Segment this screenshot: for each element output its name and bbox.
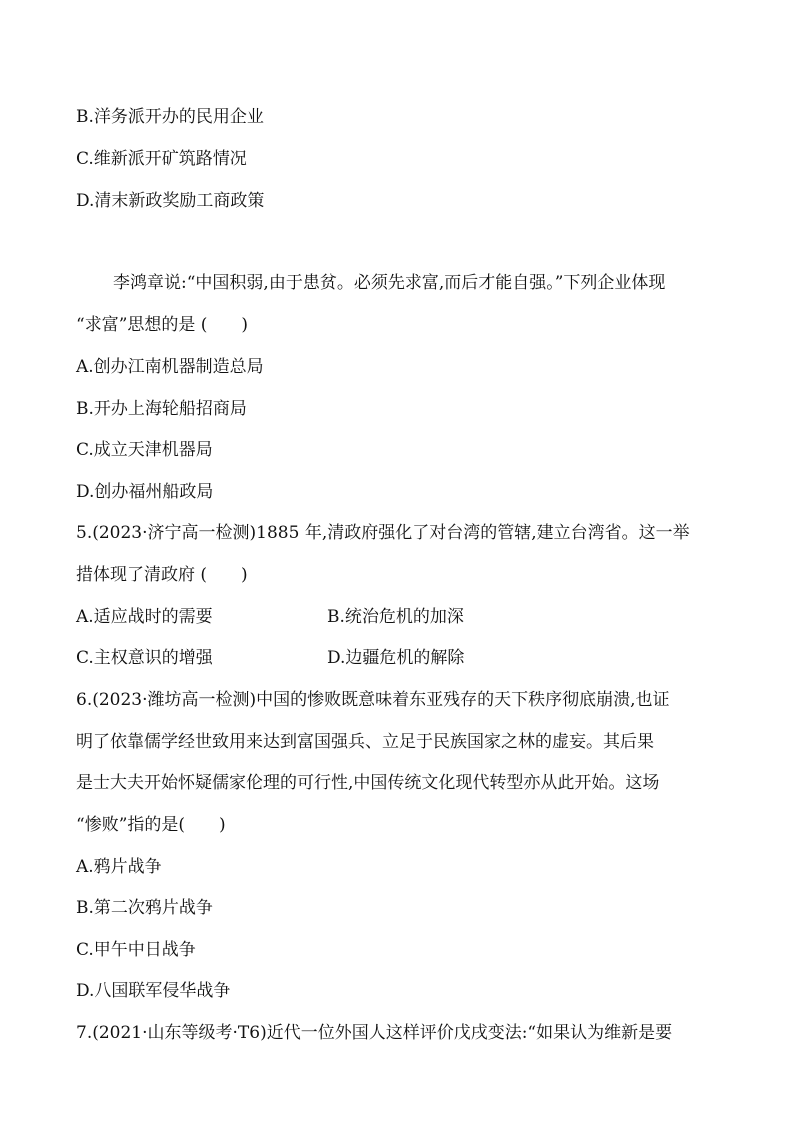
- question-6-option-b: B.第二次鸦片战争: [76, 898, 213, 918]
- question-6-stem-line-2: 明了依靠儒学经世致用来达到富国强兵、立足于民族国家之林的虚妄。其后果: [76, 732, 654, 752]
- question-7-stem-line-1: 7.(2021·山东等级考·T6)近代一位外国人这样评价戊戌变法:“如果认为维新是要: [76, 1023, 673, 1043]
- question-4-option-d: D.创办福州船政局: [76, 482, 214, 502]
- question-4-option-a: A.创办江南机器制造总局: [76, 357, 264, 377]
- prev-question-option-c: C.维新派开矿筑路情况: [76, 149, 247, 169]
- question-6-stem-line-4: “惨败”指的是( ): [76, 815, 226, 835]
- question-5-option-c: C.主权意识的增强: [76, 648, 213, 668]
- question-5-option-a: A.适应战时的需要: [76, 607, 213, 627]
- prev-question-option-b: B.洋务派开办的民用企业: [76, 107, 264, 127]
- question-5-option-d: D.边疆危机的解除: [327, 648, 465, 668]
- question-5-option-b: B.统治危机的加深: [327, 607, 464, 627]
- question-6-option-d: D.八国联军侵华战争: [76, 981, 231, 1001]
- question-6-option-c: C.甲午中日战争: [76, 940, 196, 960]
- question-4-stem-line-2: “求富”思想的是 ( ): [76, 315, 249, 335]
- question-5-stem-line-1: 5.(2023·济宁高一检测)1885 年,清政府强化了对台湾的管辖,建立台湾省。这一举: [76, 523, 690, 543]
- question-6-stem-line-3: 是士大夫开始怀疑儒家伦理的可行性,中国传统文化现代转型亦从此开始。这场: [76, 773, 660, 793]
- question-6-option-a: A.鸦片战争: [76, 857, 162, 877]
- prev-question-option-d: D.清末新政奖励工商政策: [76, 191, 265, 211]
- question-4-option-c: C.成立天津机器局: [76, 440, 213, 460]
- question-5-stem-line-2: 措体现了清政府 ( ): [76, 565, 248, 585]
- question-4-option-b: B.开办上海轮船招商局: [76, 399, 247, 419]
- question-6-stem-line-1: 6.(2023·潍坊高一检测)中国的惨败既意味着东亚残存的天下秩序彻底崩溃,也证: [76, 690, 670, 710]
- question-4-stem-line-1: 李鸿章说:“中国积弱,由于患贫。必须先求富,而后才能自强。”下列企业体现: [113, 273, 666, 293]
